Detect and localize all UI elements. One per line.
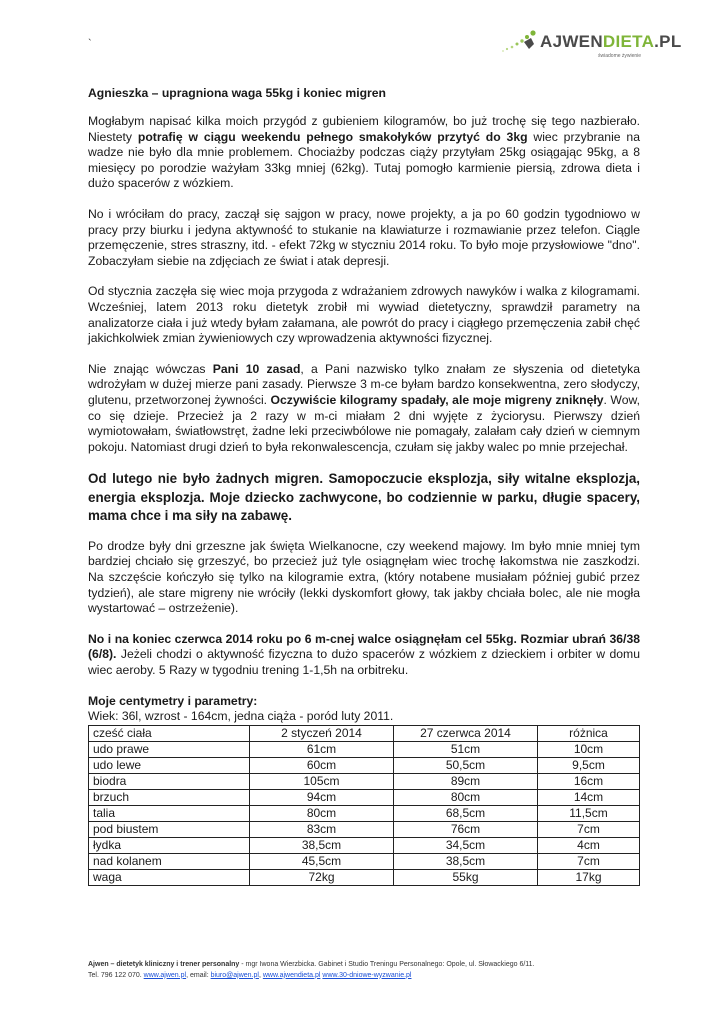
table-row [89,805,640,821]
page-footer [88,960,648,981]
table-cell: 76cm [394,821,538,837]
footer-line-1: Ajwen – dietetyk kliniczny i trener personalny - mgr Iwona Wierzbicka. Gabinet i Studio Treningu Personalnego: Opole, ul. Słowackiego 6/11. [88,961,535,968]
table-row [89,789,640,805]
paragraph-1: Mogłabym napisać kilka moich przygód z gubieniem kilogramów, bo już trochę się tego nazbierało. Niestety potrafię w ciągu weekendu pełnego smakołyków przytyć do 3kg wiec przybranie na wadze nie było dla mnie problemem. Chociażby podczas ciąży przytyłam 25kg osiągając 95kg, a 8 miesięcy po porodzie ważyłam 33kg mniej (62kg). Tutaj pomogło karmienie piersią, zdrowa dieta i dużo spacerów z wózkiem. [88,114,640,191]
params-info: Wiek: 36l, wzrost - 164cm, jedna ciąża - poród luty 2011. [88,708,394,723]
highlight-paragraph: Od lutego nie było żadnych migren. Samopoczucie eksplozja, siły witalne eksplozja, energia eksplozja. Moje dziecko zachwycone, bo codziennie w parku, długie spacery, mama chce i ma siły na zabawę. [88,471,640,524]
logo-tagline: świadome żywienie [598,53,642,59]
table-cell: 14cm [538,789,640,805]
table-cell: 9,5cm [538,757,640,773]
table-cell: 11,5cm [538,805,640,821]
table-cell: 89cm [394,773,538,789]
table-cell: 51cm [394,741,538,757]
table-cell: 38,5cm [394,853,538,869]
table-cell: 38,5cm [250,837,394,853]
table-cell: łydka [89,837,250,853]
params-title: Moje centymetry i parametry: [88,693,258,708]
table-row [89,773,640,789]
table-row [89,741,640,757]
article-body [88,86,640,886]
paragraph-4: Nie znając wówczas Pani 10 zasad, a Pani nazwisko tylko znałam ze słyszenia od dietetyka wdrożyłam w dużej mierze pani zasady. Pierwsze 3 m-ce byłam bardzo konsekwentna, zero słodyczy, glutenu, przetworzonej żywności. Oczywiście kilogramy spadały, ale moje migreny zniknęły. Wow, co się dzieje. Przecież ja 2 razy w m-ci miałam 2 dni wyjęte z życiorysu. Pierwszy dzień wymiotowałam, światłowstręt, żadne leki przeciwbólowe nie pomagały, zalałam cały dzień w ciemnym pokoju. Natomiast drugi dzień to była rekonwalescencja, czułam się jakby walec po mnie przejechał. [88,361,640,454]
figure-logo-icon [500,28,540,58]
footer-line-2: Tel. 796 122 070. www.ajwen.pl, email: biuro@ajwen.pl, www.ajwendieta.pl www.30-dniowe-wyzwanie.pl [88,971,412,979]
table-cell: 83cm [250,821,394,837]
measurements-table [88,725,640,886]
table-cell: udo lewe [89,757,250,773]
header-mark: ` [88,38,92,50]
footer-link-ajwen[interactable]: www.ajwen.pl [143,971,187,979]
paragraph-7: No i na koniec czerwca 2014 roku po 6 m-cnej walce osiągnęłam cel 55kg. Rozmiar ubrań 36/38 (6/8). Jeżeli chodzi o aktywność fizyczna to dużo spacerów z wózkiem z dzieckiem i orbiter w domu wiec aeroby. 5 Razy w tygodniu trening 1-1,5h na orbitreku. [88,631,640,677]
table-cell: 7cm [538,821,640,837]
paragraph-3: Od stycznia zaczęła się wiec moja przygoda z wdrażaniem zdrowych nawyków i walka z kilogramami. Wcześniej, latem 2013 roku dietetyk zrobił mi wywiad dietetyczny, sprawdził parametry na analizatorze ciała i już wtedy byłam załamana, ale powrót do pracy i ciągłego przemęczenia zabił chęć jakichkolwiek zmian żywieniowych czy wprowadzenia aktywności fizycznej. [88,284,640,346]
paragraph-6: Po drodze były dni grzeszne jak święta Wielkanocne, czy weekend majowy. Im było mnie mniej tym bardziej chciało się grzeszyć, bo przecież już tyle osiągnęłam wiec trochę łakomstwa nie zaszkodzi. Na szczęście kończyło się tylko na kilogramie extra, (który notabene musiałam później gubić przez tydzień), ale stare migreny nie wróciły (lekki dyskomfort głowy, tak jakby chciała bolec, ale nie mogła wystartować – ostrzeżenie). [88,538,640,616]
table-row [89,757,640,773]
table-row [89,821,640,837]
table-cell: biodra [89,773,250,789]
table-cell: 68,5cm [394,805,538,821]
column-header: różnica [538,725,640,741]
table-cell: pod biustem [89,821,250,837]
column-header: 27 czerwca 2014 [394,725,538,741]
table-cell: 55kg [394,869,538,885]
logo-wordmark: AJWENDIETA.PL [540,32,682,51]
table-cell: 10cm [538,741,640,757]
table-cell: 80cm [394,789,538,805]
table-cell: 105cm [250,773,394,789]
footer-link-wyzwanie[interactable]: www.30-dniowe-wyzwanie.pl [322,971,412,979]
table-row [89,853,640,869]
table-cell: 7cm [538,853,640,869]
table-cell: brzuch [89,789,250,805]
table-cell: 17kg [538,869,640,885]
column-header: 2 styczeń 2014 [250,725,394,741]
table-cell: 34,5cm [394,837,538,853]
table-cell: udo prawe [89,741,250,757]
table-cell: 80cm [250,805,394,821]
table-row [89,837,640,853]
table-cell: 94cm [250,789,394,805]
table-row [89,869,640,885]
table-cell: 16cm [538,773,640,789]
paragraph-2: No i wróciłam do pracy, zaczął się sajgon w pracy, nowe projekty, a ja po 60 godzin tygodniowo w pracy przy biurku i jedyna aktywność to stukanie na klawiaturze i rozmawianie przez telefon. Ciągle przemęczenie, stres straszny, itd. - efekt 72kg w styczniu 2014 roku. To było moje przysłowiowe "dno". Zobaczyłam siebie na zdjęciach ze świat i atak depresji. [88,206,640,268]
table-cell: 72kg [250,869,394,885]
column-header: cześć ciała [89,725,250,741]
footer-link-ajwendieta[interactable]: www.ajwendieta.pl [262,971,321,979]
table-cell: nad kolanem [89,853,250,869]
table-header-row [89,725,640,741]
table-cell: waga [89,869,250,885]
footer-link-email[interactable]: biuro@ajwen.pl [210,971,259,979]
article-title: Agnieszka – upragniona waga 55kg i koniec migren [88,86,387,100]
table-cell: 4cm [538,837,640,853]
table-cell: talia [89,805,250,821]
table-cell: 45,5cm [250,853,394,869]
table-cell: 50,5cm [394,757,538,773]
table-cell: 60cm [250,757,394,773]
ajwendieta-logo[interactable] [500,28,695,64]
table-cell: 61cm [250,741,394,757]
